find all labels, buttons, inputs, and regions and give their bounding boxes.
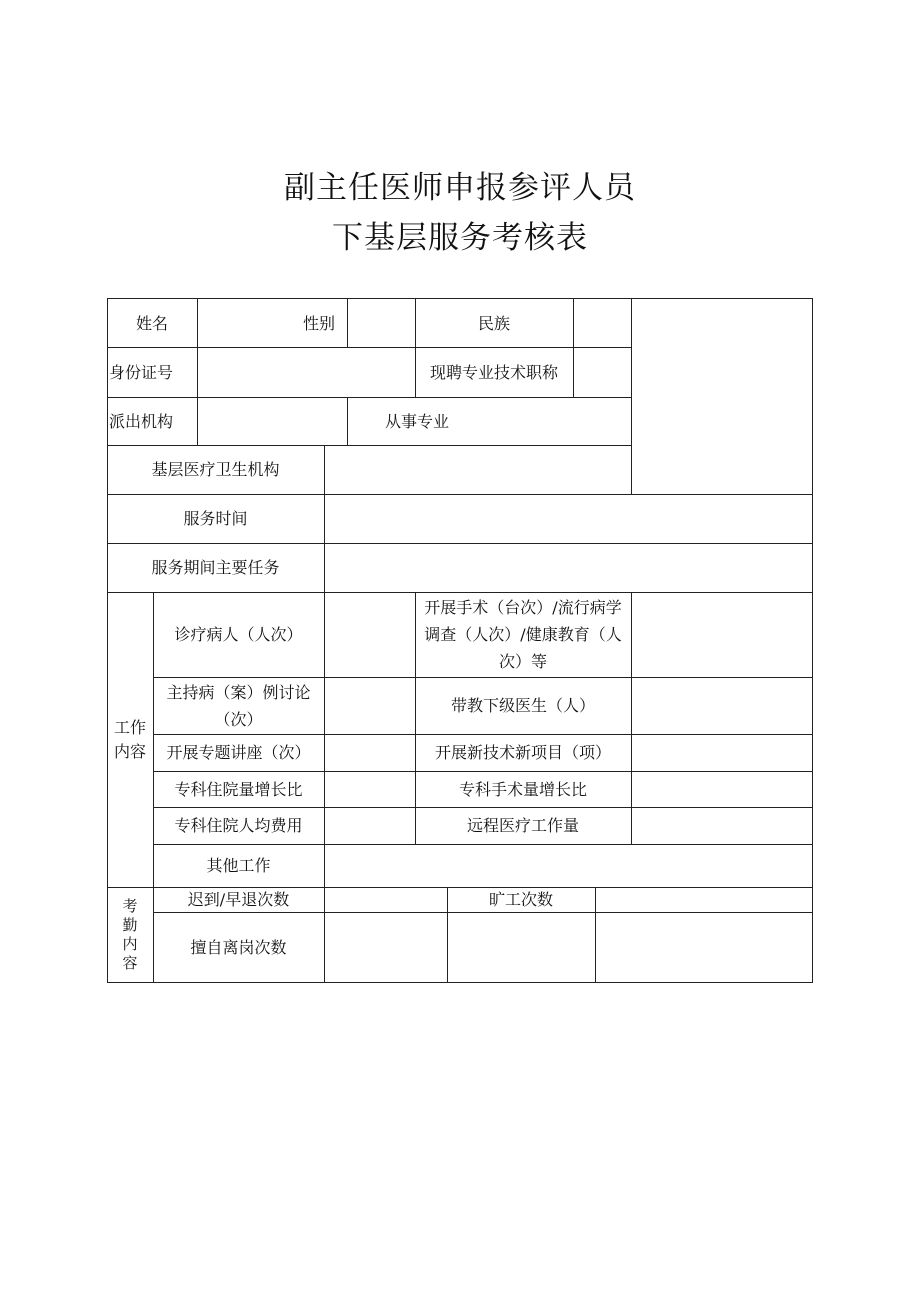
mentoring-value-cell[interactable] [631,677,812,734]
attendance-extra-cell-2[interactable] [595,912,812,982]
label-grassroots-org: 基层医疗卫生机构 [151,460,280,479]
grassroots-org-value-cell[interactable] [324,445,631,494]
label-case-discussion: 主持病（案）例讨论 （次） [166,682,311,729]
late-early-value-cell[interactable] [324,887,447,912]
gender-value-cell[interactable] [347,298,415,348]
form-title-line2: 下基层服务考核表 [332,220,588,256]
label-late-early: 迟到/早退次数 [187,890,290,909]
form-title-line1: 副主任医师申报参评人员 [284,170,636,206]
label-remote-work: 远程医疗工作量 [466,816,579,835]
id-number-value-cell[interactable] [197,347,415,397]
other-work-value-cell[interactable] [324,844,812,887]
label-current-title: 现聘专业技术职称 [429,362,558,382]
inpatient-cost-value-cell[interactable] [324,807,415,844]
attendance-extra-cell-1[interactable] [447,912,595,982]
leave-post-value-cell[interactable] [324,912,447,982]
label-attendance: 考 勤 内 容 [122,896,138,972]
patients-value-cell[interactable] [324,592,415,677]
label-surgery-growth: 专科手术量增长比 [458,779,587,799]
absence-value-cell[interactable] [595,887,812,912]
surgery-value-cell[interactable] [631,592,812,677]
label-other-work: 其他工作 [206,856,271,875]
main-tasks-value-cell[interactable] [324,543,812,592]
label-main-tasks: 服务期间主要任务 [151,558,280,577]
label-gender: 性别 [302,313,335,333]
label-specialty: 从事专业 [384,411,449,431]
label-lectures: 开展专题讲座（次） [166,743,311,762]
label-dispatch-org: 派出机构 [109,411,174,431]
ethnicity-value-cell[interactable] [573,298,631,348]
lectures-value-cell[interactable] [324,734,415,771]
photo-cell[interactable] [631,298,812,495]
label-id-number: 身份证号 [109,362,174,382]
current-title-value-cell[interactable] [573,347,631,397]
label-name: 姓名 [135,313,168,333]
label-inpatient-cost: 专科住院人均费用 [174,816,303,835]
label-absence: 旷工次数 [488,890,553,909]
label-surgery: 开展手术（台次）/流行病学 调查（人次）/健康教育（人 次）等 [424,598,622,671]
label-work-content: 工作 内容 [113,717,146,761]
label-leave-post: 擅自离岗次数 [190,937,287,957]
label-inpatient-growth: 专科住院量增长比 [174,779,303,799]
service-time-value-cell[interactable] [324,494,812,543]
label-ethnicity: 民族 [477,313,510,333]
label-service-time: 服务时间 [183,509,248,528]
inpatient-growth-value-cell[interactable] [324,771,415,807]
remote-work-value-cell[interactable] [631,807,812,844]
new-tech-value-cell[interactable] [631,734,812,771]
label-mentoring: 带教下级医生（人） [450,696,595,715]
surgery-growth-value-cell[interactable] [631,771,812,807]
case-discussion-value-cell[interactable] [324,677,415,734]
dispatch-org-value-cell[interactable] [197,397,347,445]
label-new-tech: 开展新技术新项目（项） [434,743,611,762]
label-patients: 诊疗病人（人次） [174,625,303,644]
